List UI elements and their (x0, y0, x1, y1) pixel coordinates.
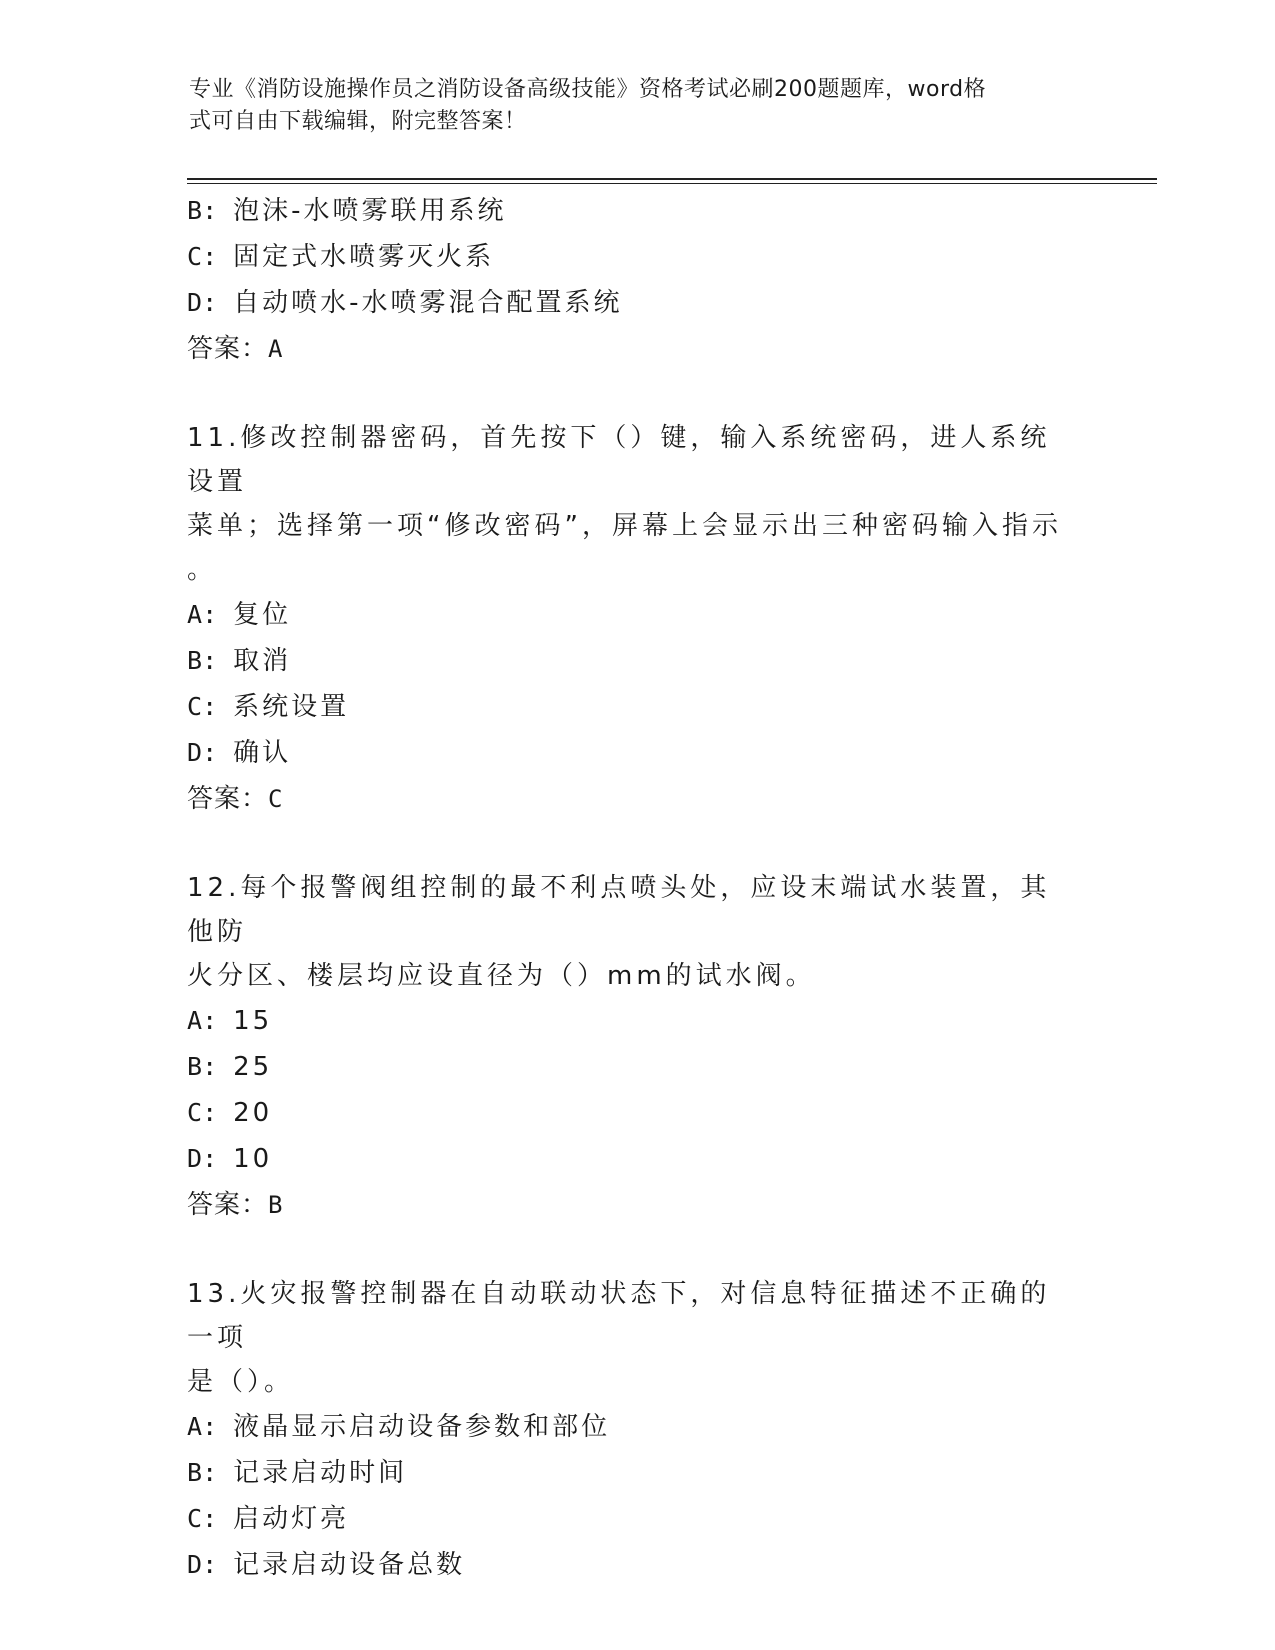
question-text (187, 1272, 1067, 1404)
option-d: D: 10 (187, 1144, 273, 1174)
answer-label: 答案： (187, 784, 269, 814)
option-b: B: 记录启动时间 (187, 1458, 408, 1488)
question-12 (187, 866, 1087, 1228)
answer-label: 答案： (187, 334, 269, 364)
answer-value: B (268, 1191, 284, 1219)
question-text-line: 是（）。 (187, 1367, 295, 1397)
option-text: 记录启动时间 (233, 1458, 408, 1488)
question-text (187, 416, 1067, 592)
option-text: 系统设置 (233, 692, 350, 722)
question-text-line: 11.修改控制器密码，首先按下（）键，输入系统密码，进人系统设置 (187, 423, 1051, 497)
option-b: B: 取消 (187, 646, 292, 676)
option-text: 液晶显示启动设备参数和部位 (233, 1412, 611, 1442)
option-a: A: 15 (187, 1006, 273, 1036)
option-a: A: 液晶显示启动设备参数和部位 (187, 1412, 611, 1442)
header-divider-thin (187, 183, 1157, 184)
option-text: 确认 (233, 738, 292, 768)
spacer (187, 372, 1087, 416)
document-header (189, 74, 1089, 138)
spacer (187, 822, 1087, 866)
header-line-1: 专业《消防设施操作员之消防设备高级技能》资格考试必刷200题题库，word格 (189, 77, 987, 102)
option-d: D: 自动喷水-水喷雾混合配置系统 (187, 288, 623, 318)
question-text-line: 。 (187, 555, 218, 585)
option-c: C: 20 (187, 1098, 273, 1128)
answer-line (187, 776, 1087, 822)
option-text: 复位 (233, 600, 292, 630)
option-c: C: 启动灯亮 (187, 1504, 350, 1534)
spacer (187, 1228, 1087, 1272)
question-text-line: 菜单；选择第一项“修改密码”，屏幕上会显示出三种密码输入指示 (187, 511, 1062, 541)
answer-value: C (268, 785, 284, 813)
question-10-tail (187, 188, 1087, 372)
option-text: 自动喷水-水喷雾混合配置系统 (233, 288, 623, 318)
option-c: C: 固定式水喷雾灭火系 (187, 242, 495, 272)
option-text: 25 (233, 1052, 273, 1082)
option-text: 20 (233, 1098, 273, 1128)
answer-label: 答案： (187, 1190, 269, 1220)
header-line-2: 式可自由下载编辑，附完整答案！ (189, 109, 527, 134)
option-text: 固定式水喷雾灭火系 (233, 242, 495, 272)
question-content (187, 188, 1087, 1588)
option-d: D: 确认 (187, 738, 292, 768)
option-a: A: 复位 (187, 600, 292, 630)
question-13 (187, 1272, 1087, 1588)
answer-line (187, 1182, 1087, 1228)
option-text: 15 (233, 1006, 273, 1036)
option-b: B: 25 (187, 1052, 273, 1082)
question-text-line: 火分区、楼层均应设直径为（）mm的试水阀。 (187, 961, 816, 991)
question-text-line: 13.火灾报警控制器在自动联动状态下，对信息特征描述不正确的一项 (187, 1279, 1051, 1353)
option-b: B: 泡沫-水喷雾联用系统 (187, 196, 507, 226)
question-11 (187, 416, 1087, 822)
option-d: D: 记录启动设备总数 (187, 1550, 466, 1580)
question-text-line: 12.每个报警阀组控制的最不利点喷头处，应设末端试水装置，其他防 (187, 873, 1051, 947)
option-text: 取消 (233, 646, 292, 676)
answer-line (187, 326, 1087, 372)
option-text: 记录启动设备总数 (233, 1550, 466, 1580)
option-c: C: 系统设置 (187, 692, 350, 722)
option-text: 启动灯亮 (233, 1504, 350, 1534)
option-text: 10 (233, 1144, 273, 1174)
option-text: 泡沫-水喷雾联用系统 (233, 196, 507, 226)
answer-value: A (268, 335, 284, 363)
header-divider-thick (187, 178, 1157, 180)
question-text (187, 866, 1067, 998)
